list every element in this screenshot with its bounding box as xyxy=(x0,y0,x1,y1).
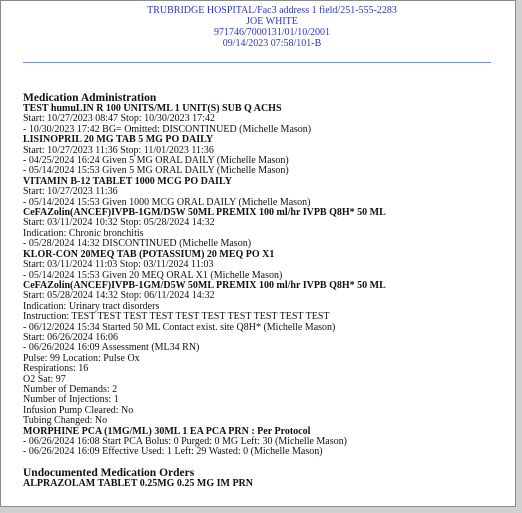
medication-order-title: CeFAZolin(ANCEF)IVPB-1GM/D5W 50ML PREMIX 100 ml/hr IVPB Q8H* 50 ML xyxy=(23,279,386,291)
medication-detail-line: Instruction: TEST TEST TEST TEST TEST TEST TEST TEST TEST TEST xyxy=(23,311,330,323)
medication-order-title: CeFAZolin(ANCEF)IVPB-1GM/D5W 50ML PREMIX 100 ml/hr IVPB Q8H* 50 ML xyxy=(23,207,386,219)
medication-detail-line: Tubing Changed: No xyxy=(23,415,108,427)
medication-detail-line: - 05/14/2024 15:53 Given 1000 MCG ORAL DAILY (Michelle Mason) xyxy=(23,196,311,208)
medication-detail-line: O2 Sat: 97 xyxy=(23,373,66,385)
section-title-medication-administration: Medication Administration xyxy=(23,92,157,104)
medication-detail-line: - 05/28/2024 14:32 DISCONTINUED (Michelle Mason) xyxy=(23,238,252,250)
medication-detail-line: - 04/25/2024 16:24 Given 5 MG ORAL DAILY (Michelle Mason) xyxy=(23,155,289,167)
medication-detail-line: - 06/12/2024 15:34 Started 50 ML Contact exist. site Q8H* (Michelle Mason) xyxy=(23,321,336,333)
document-header xyxy=(1,5,516,49)
header-divider xyxy=(23,62,491,63)
medication-detail-line: Start: 10/27/2023 11:36 Stop: 11/01/2023 11:36 xyxy=(23,144,214,156)
medication-order-title: KLOR-CON 20MEQ TAB (POTASSIUM) 20 MEQ PO X1 xyxy=(23,248,275,260)
medication-administration-list xyxy=(23,104,503,458)
medication-detail-line: Respirations: 16 xyxy=(23,363,89,375)
medication-detail-line: Start: 06/26/2024 16:06 xyxy=(23,331,118,343)
medication-detail-line: - 05/14/2024 15:53 Given 20 MEQ ORAL X1 (Michelle Mason) xyxy=(23,269,283,281)
medication-order-title: LISINOPRIL 20 MG TAB 5 MG PO DAILY xyxy=(23,134,214,146)
medication-detail-line: Pulse: 99 Location: Pulse Ox xyxy=(23,352,140,364)
section-title-undocumented-orders: Undocumented Medication Orders xyxy=(23,466,195,479)
medication-detail-line: Start: 10/27/2023 08:47 Stop: 10/30/2023 17:42 xyxy=(23,113,215,125)
medication-detail-line: Infusion Pump Cleared: No xyxy=(23,404,134,416)
medication-detail-line: - 10/30/2023 17:42 BG= Omitted: DISCONTINUED (Michelle Mason) xyxy=(23,123,312,135)
medication-detail-line: Number of Injections: 1 xyxy=(23,394,119,406)
medication-order-title: ALPRAZOLAM TABLET 0.25MG 0.25 MG IM PRN xyxy=(23,477,254,489)
medication-order-title: MORPHINE PCA (1MG/ML) 30ML 1 EA PCA PRN : Per Protocol xyxy=(23,425,311,437)
medication-detail-line: Start: 03/11/2024 10:32 Stop: 05/28/2024 14:32 xyxy=(23,217,215,229)
undocumented-orders-list xyxy=(23,479,503,489)
medication-detail-line: Indication: Urinary tract disorders xyxy=(23,300,160,312)
medication-detail-line: Number of Demands: 2 xyxy=(23,383,118,395)
medication-detail-line: Indication: Chronic bronchitis xyxy=(23,227,144,239)
medication-detail-line: Start: 10/27/2023 11:36 xyxy=(23,186,118,198)
medication-detail-line: Start: 03/11/2024 11:03 Stop: 03/11/2024 11:03 xyxy=(23,259,214,271)
hospital-info: TRUBRIDGE HOSPITAL/Fac3 address 1 field/251-555-2283 xyxy=(147,5,397,16)
medication-detail-line: Start: 05/28/2024 14:32 Stop: 06/11/2024 14:32 xyxy=(23,290,215,302)
medication-detail-line: - 05/14/2024 15:53 Given 5 MG ORAL DAILY (Michelle Mason) xyxy=(23,165,289,177)
medication-order-title: VITAMIN B-12 TABLET 1000 MCG PO DAILY xyxy=(23,175,232,187)
medication-detail-line: - 06/26/2024 16:09 Assessment (ML34 RN) xyxy=(23,342,200,354)
patient-ids: 971746/7000131/01/10/2001 xyxy=(213,27,331,38)
medication-detail-line: - 06/26/2024 16:08 Start PCA Bolus: 0 Purged: 0 MG Left: 30 (Michelle Mason) xyxy=(23,436,347,447)
report-datetime: 09/14/2023 07:58/101-B xyxy=(222,38,322,49)
medication-order-title: TEST humuLIN R 100 UNITS/ML 1 UNIT(S) SUB Q ACHS xyxy=(23,103,282,114)
medication-detail-line: - 06/26/2024 16:09 Effective Used: 1 Left: 29 Wasted: 0 (Michelle Mason) xyxy=(23,446,323,458)
document-body xyxy=(23,93,503,489)
patient-name: JOE WHITE xyxy=(246,16,298,27)
